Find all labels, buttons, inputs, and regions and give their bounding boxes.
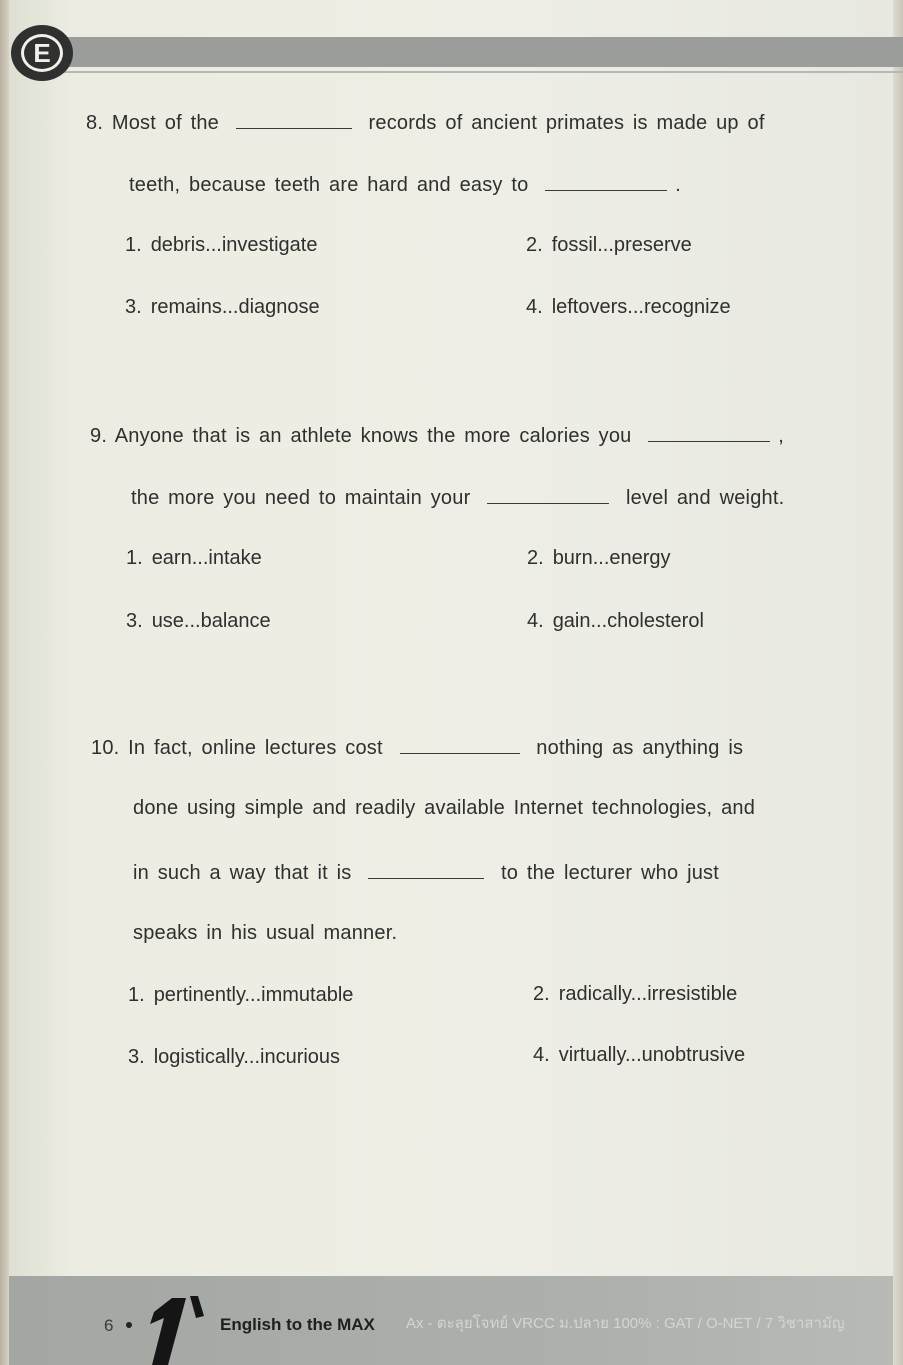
option-number: 2. bbox=[533, 983, 550, 1005]
option-text: earn...intake bbox=[151, 547, 262, 569]
question-10-line-2 bbox=[133, 797, 755, 820]
question-text: level and weight. bbox=[625, 487, 785, 509]
option-number: 1. bbox=[126, 547, 143, 569]
option-number: 3. bbox=[125, 296, 142, 318]
bullet-icon bbox=[126, 1322, 132, 1328]
question-9-option-4[interactable] bbox=[527, 610, 704, 633]
question-10-line-3 bbox=[133, 860, 719, 885]
option-text: logistically...incurious bbox=[153, 1046, 341, 1068]
question-8-option-4[interactable] bbox=[526, 296, 731, 319]
question-number: 9. bbox=[90, 425, 108, 447]
option-text: remains...diagnose bbox=[150, 296, 320, 318]
question-9-option-3[interactable] bbox=[126, 610, 271, 633]
option-number: 1. bbox=[125, 234, 142, 256]
answer-blank bbox=[400, 735, 520, 754]
option-text: virtually...unobtrusive bbox=[558, 1044, 746, 1066]
page-right-edge bbox=[893, 0, 903, 1365]
option-number: 4. bbox=[527, 610, 544, 632]
answer-blank bbox=[236, 110, 352, 129]
question-10-option-3[interactable] bbox=[128, 1046, 340, 1069]
question-8-option-2[interactable] bbox=[526, 234, 692, 257]
option-text: pertinently...immutable bbox=[153, 984, 354, 1006]
section-badge bbox=[11, 25, 73, 81]
question-text: Anyone that is an athlete knows the more calories you bbox=[114, 425, 632, 447]
question-text: teeth, because teeth are hard and easy to bbox=[129, 174, 529, 196]
page-number: 6 bbox=[104, 1316, 114, 1335]
question-9-option-1[interactable] bbox=[126, 547, 262, 570]
option-number: 1. bbox=[128, 984, 145, 1006]
answer-blank bbox=[487, 485, 609, 504]
answer-blank bbox=[648, 423, 770, 442]
question-8-option-1[interactable] bbox=[125, 234, 317, 257]
option-number: 3. bbox=[126, 610, 143, 632]
option-number: 2. bbox=[527, 547, 544, 569]
question-number: 8. bbox=[86, 112, 104, 134]
question-text: Most of the bbox=[111, 112, 219, 134]
question-10-option-4[interactable] bbox=[533, 1044, 745, 1067]
option-text: debris...investigate bbox=[150, 234, 318, 256]
header-rule bbox=[60, 71, 903, 73]
question-text: to the lecturer who just bbox=[500, 862, 719, 884]
question-10-option-2[interactable] bbox=[533, 983, 737, 1006]
question-text: , bbox=[778, 425, 785, 447]
option-text: burn...energy bbox=[552, 547, 671, 569]
question-text: . bbox=[675, 174, 681, 196]
question-9-line-1 bbox=[90, 423, 784, 448]
option-text: fossil...preserve bbox=[551, 234, 692, 256]
question-8-line-2 bbox=[129, 172, 681, 197]
question-9-option-2[interactable] bbox=[527, 547, 671, 570]
question-10-option-1[interactable] bbox=[128, 984, 353, 1007]
header-bar bbox=[60, 37, 903, 67]
question-8-line-1 bbox=[86, 110, 765, 135]
option-number: 4. bbox=[526, 296, 543, 318]
question-8-option-3[interactable] bbox=[125, 296, 320, 319]
question-text: speaks in his usual manner. bbox=[133, 922, 398, 944]
question-text: the more you need to maintain your bbox=[131, 487, 471, 509]
question-text: in such a way that it is bbox=[133, 862, 352, 884]
option-text: gain...cholesterol bbox=[552, 610, 704, 632]
question-text: In fact, online lectures cost bbox=[128, 737, 383, 759]
brand-logo-icon bbox=[138, 1294, 218, 1365]
question-10-line-4 bbox=[133, 922, 397, 945]
option-text: use...balance bbox=[151, 610, 271, 632]
option-number: 3. bbox=[128, 1046, 145, 1068]
question-9-line-2 bbox=[131, 485, 784, 510]
question-text: nothing as anything is bbox=[536, 737, 744, 759]
book-subtitle: Ax - ตะลุยโจทย์ VRCC ม.ปลาย 100% : GAT / O-NET / 7 วิชาสามัญ bbox=[406, 1315, 845, 1332]
option-text: radically...irresistible bbox=[558, 983, 738, 1005]
page-left-edge bbox=[0, 0, 9, 1365]
answer-blank bbox=[368, 860, 484, 879]
option-number: 2. bbox=[526, 234, 543, 256]
book-title: English to the MAX bbox=[220, 1315, 375, 1334]
section-badge-letter: E bbox=[21, 34, 63, 72]
question-text: records of ancient primates is made up of bbox=[368, 112, 765, 134]
question-number: 10. bbox=[91, 737, 120, 759]
option-number: 4. bbox=[533, 1044, 550, 1066]
option-text: leftovers...recognize bbox=[551, 296, 731, 318]
question-text: done using simple and readily available Internet technologies, and bbox=[133, 797, 756, 819]
question-10-line-1 bbox=[91, 735, 743, 760]
answer-blank bbox=[545, 172, 667, 191]
